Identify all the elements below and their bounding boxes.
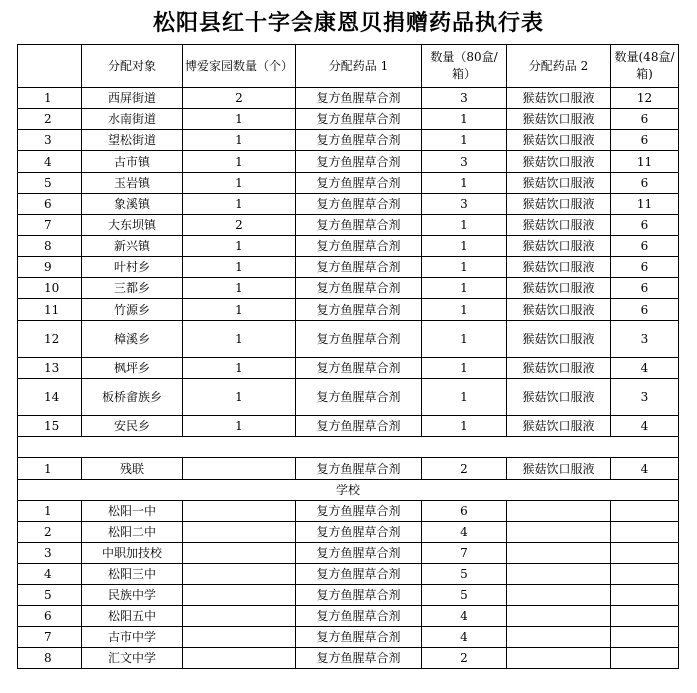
row-drug2 xyxy=(507,627,611,648)
row-homes xyxy=(183,627,296,648)
row-target: 叶村乡 xyxy=(82,257,183,278)
row-qty1: 7 xyxy=(422,543,507,564)
row-qty2: 6 xyxy=(611,257,679,278)
row-drug2 xyxy=(507,564,611,585)
row-drug2: 猴菇饮口服液 xyxy=(507,458,611,480)
row-drug2: 猴菇饮口服液 xyxy=(507,321,611,358)
row-qty1: 1 xyxy=(422,299,507,321)
row-index: 14 xyxy=(18,379,82,416)
row-target: 松阳三中 xyxy=(82,564,183,585)
row-target: 松阳五中 xyxy=(82,606,183,627)
table-row xyxy=(18,215,679,236)
row-qty1: 1 xyxy=(422,416,507,437)
row-target: 三都乡 xyxy=(82,278,183,299)
row-target: 板桥畲族乡 xyxy=(82,379,183,416)
row-homes: 1 xyxy=(183,299,296,321)
row-index: 10 xyxy=(18,278,82,299)
row-index: 8 xyxy=(18,648,82,669)
row-homes xyxy=(183,522,296,543)
table-row xyxy=(18,173,679,194)
row-qty1: 1 xyxy=(422,173,507,194)
row-homes: 1 xyxy=(183,130,296,151)
row-drug1: 复方鱼腥草合剂 xyxy=(296,648,422,669)
row-homes: 1 xyxy=(183,194,296,215)
row-qty1: 1 xyxy=(422,257,507,278)
header-drug2: 分配药品 2 xyxy=(507,45,611,88)
schools-label: 学校 xyxy=(18,480,679,501)
row-drug1: 复方鱼腥草合剂 xyxy=(296,458,422,480)
row-index: 4 xyxy=(18,564,82,585)
row-drug1: 复方鱼腥草合剂 xyxy=(296,379,422,416)
row-drug1: 复方鱼腥草合剂 xyxy=(296,564,422,585)
row-drug1: 复方鱼腥草合剂 xyxy=(296,522,422,543)
row-index: 5 xyxy=(18,173,82,194)
row-homes xyxy=(183,501,296,522)
row-drug1: 复方鱼腥草合剂 xyxy=(296,358,422,379)
row-index: 11 xyxy=(18,299,82,321)
row-index: 7 xyxy=(18,215,82,236)
row-qty1: 3 xyxy=(422,88,507,109)
row-index: 9 xyxy=(18,257,82,278)
header-qty1: 数量（80盒/箱） xyxy=(422,45,507,88)
row-target: 安民乡 xyxy=(82,416,183,437)
row-target: 松阳一中 xyxy=(82,501,183,522)
table-row xyxy=(18,321,679,358)
row-drug1: 复方鱼腥草合剂 xyxy=(296,173,422,194)
row-target: 中职加技校 xyxy=(82,543,183,564)
row-index: 2 xyxy=(18,109,82,130)
school-row xyxy=(18,585,679,606)
table-row xyxy=(18,194,679,215)
row-index: 4 xyxy=(18,151,82,173)
row-qty2 xyxy=(611,564,679,585)
row-drug2: 猴菇饮口服液 xyxy=(507,278,611,299)
row-drug2: 猴菇饮口服液 xyxy=(507,358,611,379)
row-homes xyxy=(183,543,296,564)
row-index: 1 xyxy=(18,501,82,522)
row-homes xyxy=(183,606,296,627)
row-drug1: 复方鱼腥草合剂 xyxy=(296,151,422,173)
row-homes: 1 xyxy=(183,257,296,278)
row-qty2: 3 xyxy=(611,379,679,416)
row-qty1: 1 xyxy=(422,278,507,299)
row-drug1: 复方鱼腥草合剂 xyxy=(296,299,422,321)
row-qty2 xyxy=(611,585,679,606)
row-target: 大东坝镇 xyxy=(82,215,183,236)
row-drug1: 复方鱼腥草合剂 xyxy=(296,501,422,522)
row-drug2 xyxy=(507,522,611,543)
row-qty2: 4 xyxy=(611,458,679,480)
row-drug2: 猴菇饮口服液 xyxy=(507,257,611,278)
school-row xyxy=(18,522,679,543)
row-homes xyxy=(183,458,296,480)
page-title: 松阳县红十字会康恩贝捐赠药品执行表 xyxy=(152,10,544,36)
row-qty1: 1 xyxy=(422,321,507,358)
row-drug1: 复方鱼腥草合剂 xyxy=(296,88,422,109)
row-drug2: 猴菇饮口服液 xyxy=(507,194,611,215)
table-row xyxy=(18,458,679,480)
row-index: 3 xyxy=(18,130,82,151)
row-drug2: 猴菇饮口服液 xyxy=(507,151,611,173)
row-drug1: 复方鱼腥草合剂 xyxy=(296,215,422,236)
school-row xyxy=(18,648,679,669)
row-drug2: 猴菇饮口服液 xyxy=(507,88,611,109)
row-qty1: 3 xyxy=(422,194,507,215)
table-row xyxy=(18,109,679,130)
row-drug2: 猴菇饮口服液 xyxy=(507,379,611,416)
table-row xyxy=(18,130,679,151)
row-target: 望松街道 xyxy=(82,130,183,151)
row-qty1: 1 xyxy=(422,130,507,151)
row-target: 新兴镇 xyxy=(82,236,183,257)
spacer-row xyxy=(18,437,679,458)
row-qty2 xyxy=(611,606,679,627)
school-row xyxy=(18,543,679,564)
row-index: 8 xyxy=(18,236,82,257)
row-qty1: 6 xyxy=(422,501,507,522)
row-drug1: 复方鱼腥草合剂 xyxy=(296,606,422,627)
table-row xyxy=(18,151,679,173)
row-homes: 1 xyxy=(183,278,296,299)
table-row xyxy=(18,257,679,278)
row-drug1: 复方鱼腥草合剂 xyxy=(296,416,422,437)
row-drug2 xyxy=(507,648,611,669)
school-row xyxy=(18,627,679,648)
row-qty1: 4 xyxy=(422,606,507,627)
row-target: 竹源乡 xyxy=(82,299,183,321)
row-homes: 2 xyxy=(183,88,296,109)
row-qty2: 6 xyxy=(611,236,679,257)
row-target: 古市镇 xyxy=(82,151,183,173)
row-index: 5 xyxy=(18,585,82,606)
row-drug2 xyxy=(507,543,611,564)
row-qty1: 1 xyxy=(422,379,507,416)
row-homes: 1 xyxy=(183,109,296,130)
row-target: 西屏街道 xyxy=(82,88,183,109)
table-row xyxy=(18,236,679,257)
row-drug2 xyxy=(507,501,611,522)
disabled-section xyxy=(18,458,679,501)
row-index: 12 xyxy=(18,321,82,358)
table-row xyxy=(18,379,679,416)
row-drug1: 复方鱼腥草合剂 xyxy=(296,194,422,215)
row-homes: 1 xyxy=(183,151,296,173)
row-qty2: 6 xyxy=(611,109,679,130)
row-homes: 1 xyxy=(183,379,296,416)
row-homes: 2 xyxy=(183,215,296,236)
header-drug1: 分配药品 1 xyxy=(296,45,422,88)
row-drug1: 复方鱼腥草合剂 xyxy=(296,236,422,257)
row-drug2: 猴菇饮口服液 xyxy=(507,416,611,437)
row-target: 古市中学 xyxy=(82,627,183,648)
row-qty2: 6 xyxy=(611,299,679,321)
school-row xyxy=(18,501,679,522)
row-qty2: 11 xyxy=(611,151,679,173)
row-drug1: 复方鱼腥草合剂 xyxy=(296,130,422,151)
row-qty2: 11 xyxy=(611,194,679,215)
row-qty2: 6 xyxy=(611,173,679,194)
row-qty1: 1 xyxy=(422,236,507,257)
row-qty2: 6 xyxy=(611,130,679,151)
row-qty1: 1 xyxy=(422,358,507,379)
row-qty2: 6 xyxy=(611,215,679,236)
row-index: 6 xyxy=(18,194,82,215)
row-target: 松阳二中 xyxy=(82,522,183,543)
row-qty1: 1 xyxy=(422,109,507,130)
row-qty2 xyxy=(611,648,679,669)
header-target: 分配对象 xyxy=(82,45,183,88)
row-homes: 1 xyxy=(183,173,296,194)
row-target: 象溪镇 xyxy=(82,194,183,215)
header-qty2: 数量(48盒/箱) xyxy=(611,45,679,88)
row-drug1: 复方鱼腥草合剂 xyxy=(296,585,422,606)
row-drug1: 复方鱼腥草合剂 xyxy=(296,543,422,564)
row-target: 玉岩镇 xyxy=(82,173,183,194)
row-index: 2 xyxy=(18,522,82,543)
row-target: 残联 xyxy=(82,458,183,480)
row-homes xyxy=(183,564,296,585)
header-row xyxy=(18,45,679,88)
row-index: 1 xyxy=(18,88,82,109)
row-qty2 xyxy=(611,522,679,543)
row-drug1: 复方鱼腥草合剂 xyxy=(296,321,422,358)
row-homes xyxy=(183,585,296,606)
row-target: 汇文中学 xyxy=(82,648,183,669)
township-rows xyxy=(18,88,679,437)
row-drug2: 猴菇饮口服液 xyxy=(507,130,611,151)
row-homes: 1 xyxy=(183,358,296,379)
row-target: 民族中学 xyxy=(82,585,183,606)
row-drug1: 复方鱼腥草合剂 xyxy=(296,627,422,648)
school-row xyxy=(18,606,679,627)
table-row xyxy=(18,299,679,321)
row-drug2: 猴菇饮口服液 xyxy=(507,299,611,321)
row-qty1: 4 xyxy=(422,522,507,543)
row-qty1: 5 xyxy=(422,564,507,585)
row-homes: 1 xyxy=(183,236,296,257)
row-qty2: 12 xyxy=(611,88,679,109)
row-drug2: 猴菇饮口服液 xyxy=(507,215,611,236)
row-index: 1 xyxy=(18,458,82,480)
row-qty1: 4 xyxy=(422,627,507,648)
table-row xyxy=(18,88,679,109)
row-qty1: 2 xyxy=(422,458,507,480)
header-index xyxy=(18,45,82,88)
row-drug1: 复方鱼腥草合剂 xyxy=(296,109,422,130)
row-homes xyxy=(183,648,296,669)
school-row xyxy=(18,564,679,585)
header-home-count: 博爱家园数量（个） xyxy=(183,45,296,88)
row-index: 15 xyxy=(18,416,82,437)
row-index: 3 xyxy=(18,543,82,564)
table-row xyxy=(18,358,679,379)
row-index: 6 xyxy=(18,606,82,627)
row-target: 水南街道 xyxy=(82,109,183,130)
row-qty2 xyxy=(611,543,679,564)
row-qty1: 1 xyxy=(422,215,507,236)
schools-header-row xyxy=(18,480,679,501)
row-qty2 xyxy=(611,627,679,648)
row-drug2: 猴菇饮口服液 xyxy=(507,173,611,194)
row-qty1: 3 xyxy=(422,151,507,173)
row-index: 13 xyxy=(18,358,82,379)
row-homes: 1 xyxy=(183,416,296,437)
spacer-section xyxy=(18,437,679,458)
row-drug2 xyxy=(507,585,611,606)
row-drug2 xyxy=(507,606,611,627)
row-target: 樟溪乡 xyxy=(82,321,183,358)
row-drug2: 猴菇饮口服液 xyxy=(507,109,611,130)
row-qty1: 5 xyxy=(422,585,507,606)
row-homes: 1 xyxy=(183,321,296,358)
row-index: 7 xyxy=(18,627,82,648)
school-rows xyxy=(18,501,679,669)
table-row xyxy=(18,278,679,299)
row-qty2: 4 xyxy=(611,416,679,437)
row-drug1: 复方鱼腥草合剂 xyxy=(296,278,422,299)
row-qty2: 4 xyxy=(611,358,679,379)
row-qty1: 2 xyxy=(422,648,507,669)
row-qty2: 3 xyxy=(611,321,679,358)
allocation-table xyxy=(17,44,679,669)
row-qty2: 6 xyxy=(611,278,679,299)
table-row xyxy=(18,416,679,437)
row-drug2: 猴菇饮口服液 xyxy=(507,236,611,257)
row-target: 枫坪乡 xyxy=(82,358,183,379)
row-qty2 xyxy=(611,501,679,522)
row-drug1: 复方鱼腥草合剂 xyxy=(296,257,422,278)
